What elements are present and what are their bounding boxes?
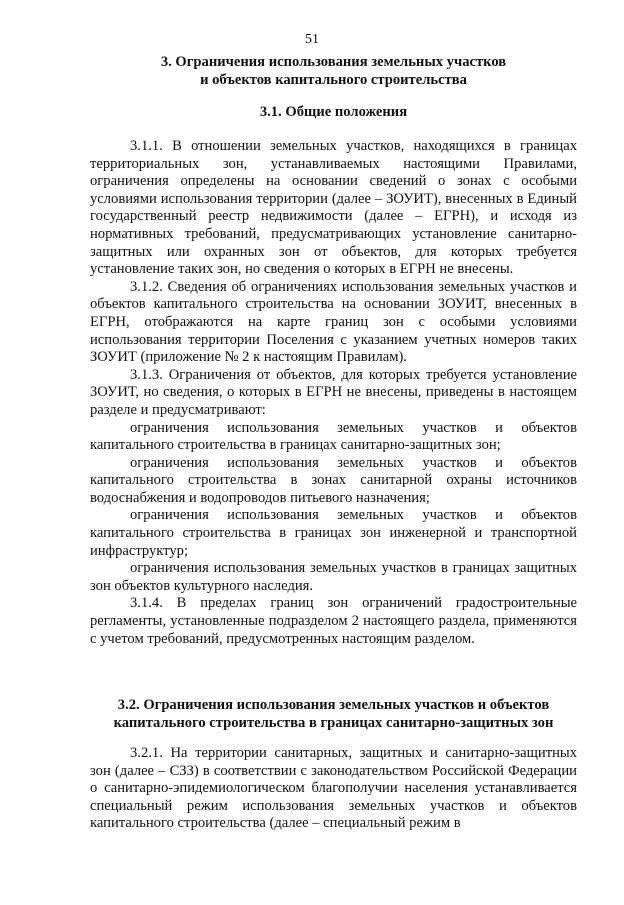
section-3-1-title: 3.1. Общие положения: [259, 104, 408, 120]
section-3-2-title-line2: капитального строительства в границах санитарно-защитных зон: [113, 714, 554, 731]
list-item: ограничения использования земельных участков и объектов капитального строительства в границах зон инженерной и транспортной инфраструктур;: [90, 507, 577, 559]
list-item: ограничения использования земельных участков в границах защитных зон объектов культурного наследия.: [90, 560, 577, 594]
paragraph-3-1-3: 3.1.3. Ограничения от объектов, для которых требуется установление ЗОУИТ, но сведения, о которых в ЕГРН не внесены, приведены в настоящем разделе и предусматривают:: [90, 366, 577, 418]
list-item: ограничения использования земельных участков и объектов капитального строительства в границах санитарно-защитных зон;: [90, 419, 577, 454]
section-3-2-title-line1: 3.2. Ограничения использования земельных участков и объектов: [117, 697, 550, 713]
section-3-2-heading: [90, 697, 577, 732]
section-3-title-line2: и объектов капитального строительства: [200, 71, 467, 88]
section-3-heading: [90, 54, 577, 89]
page-number: 51: [305, 32, 319, 47]
section-3-1-body: [90, 138, 577, 648]
section-3-title-line1: 3. Ограничения использования земельных участков: [160, 54, 507, 70]
paragraph-3-2-1: 3.2.1. На территории санитарных, защитных и санитарно-защитных зон (далее – СЗЗ) в соответствии с законодательством Российской Федерации о санитарно-эпидемиологическом благополучии населения устанавливается специальный режим использования земельных участков и объектов капитального строительства (далее – специальный режим в: [90, 745, 577, 832]
paragraph-3-1-4: 3.1.4. В пределах границ зон ограничений градостроительные регламенты, установленные подразделом 2 настоящего раздела, применяются с учетом требований, предусмотренных настоящим разделом.: [90, 595, 577, 647]
paragraph-3-1-2: 3.1.2. Сведения об ограничениях использования земельных участков и объектов капитального строительства на основании ЗОУИТ, внесенных в ЕГРН, отображаются на карте границ зон с особыми условиями использования территории Поселения с указанием учетных номеров таких ЗОУИТ (приложение № 2 к настоящим Правилам).: [90, 278, 577, 366]
section-3-2-body: [90, 745, 577, 833]
paragraph-3-1-1: 3.1.1. В отношении земельных участков, находящихся в границах территориальных зон, устанавливаемых настоящими Правилами, ограничения определены на основании сведений о зонах с особыми условиями использования территории (далее – ЗОУИТ), внесенных в Единый государственный реестр недвижимости (далее – ЕГРН), и исходя из нормативных требований, предусматривающих установление санитарно-защитных или охранных зон от объектов, для которых требуется установление таких зон, но сведения о которых в ЕГРН не внесены.: [90, 138, 577, 278]
list-item: ограничения использования земельных участков и объектов капитального строительства в зонах санитарной охраны источников водоснабжения и водопроводов питьевого назначения;: [90, 454, 577, 506]
